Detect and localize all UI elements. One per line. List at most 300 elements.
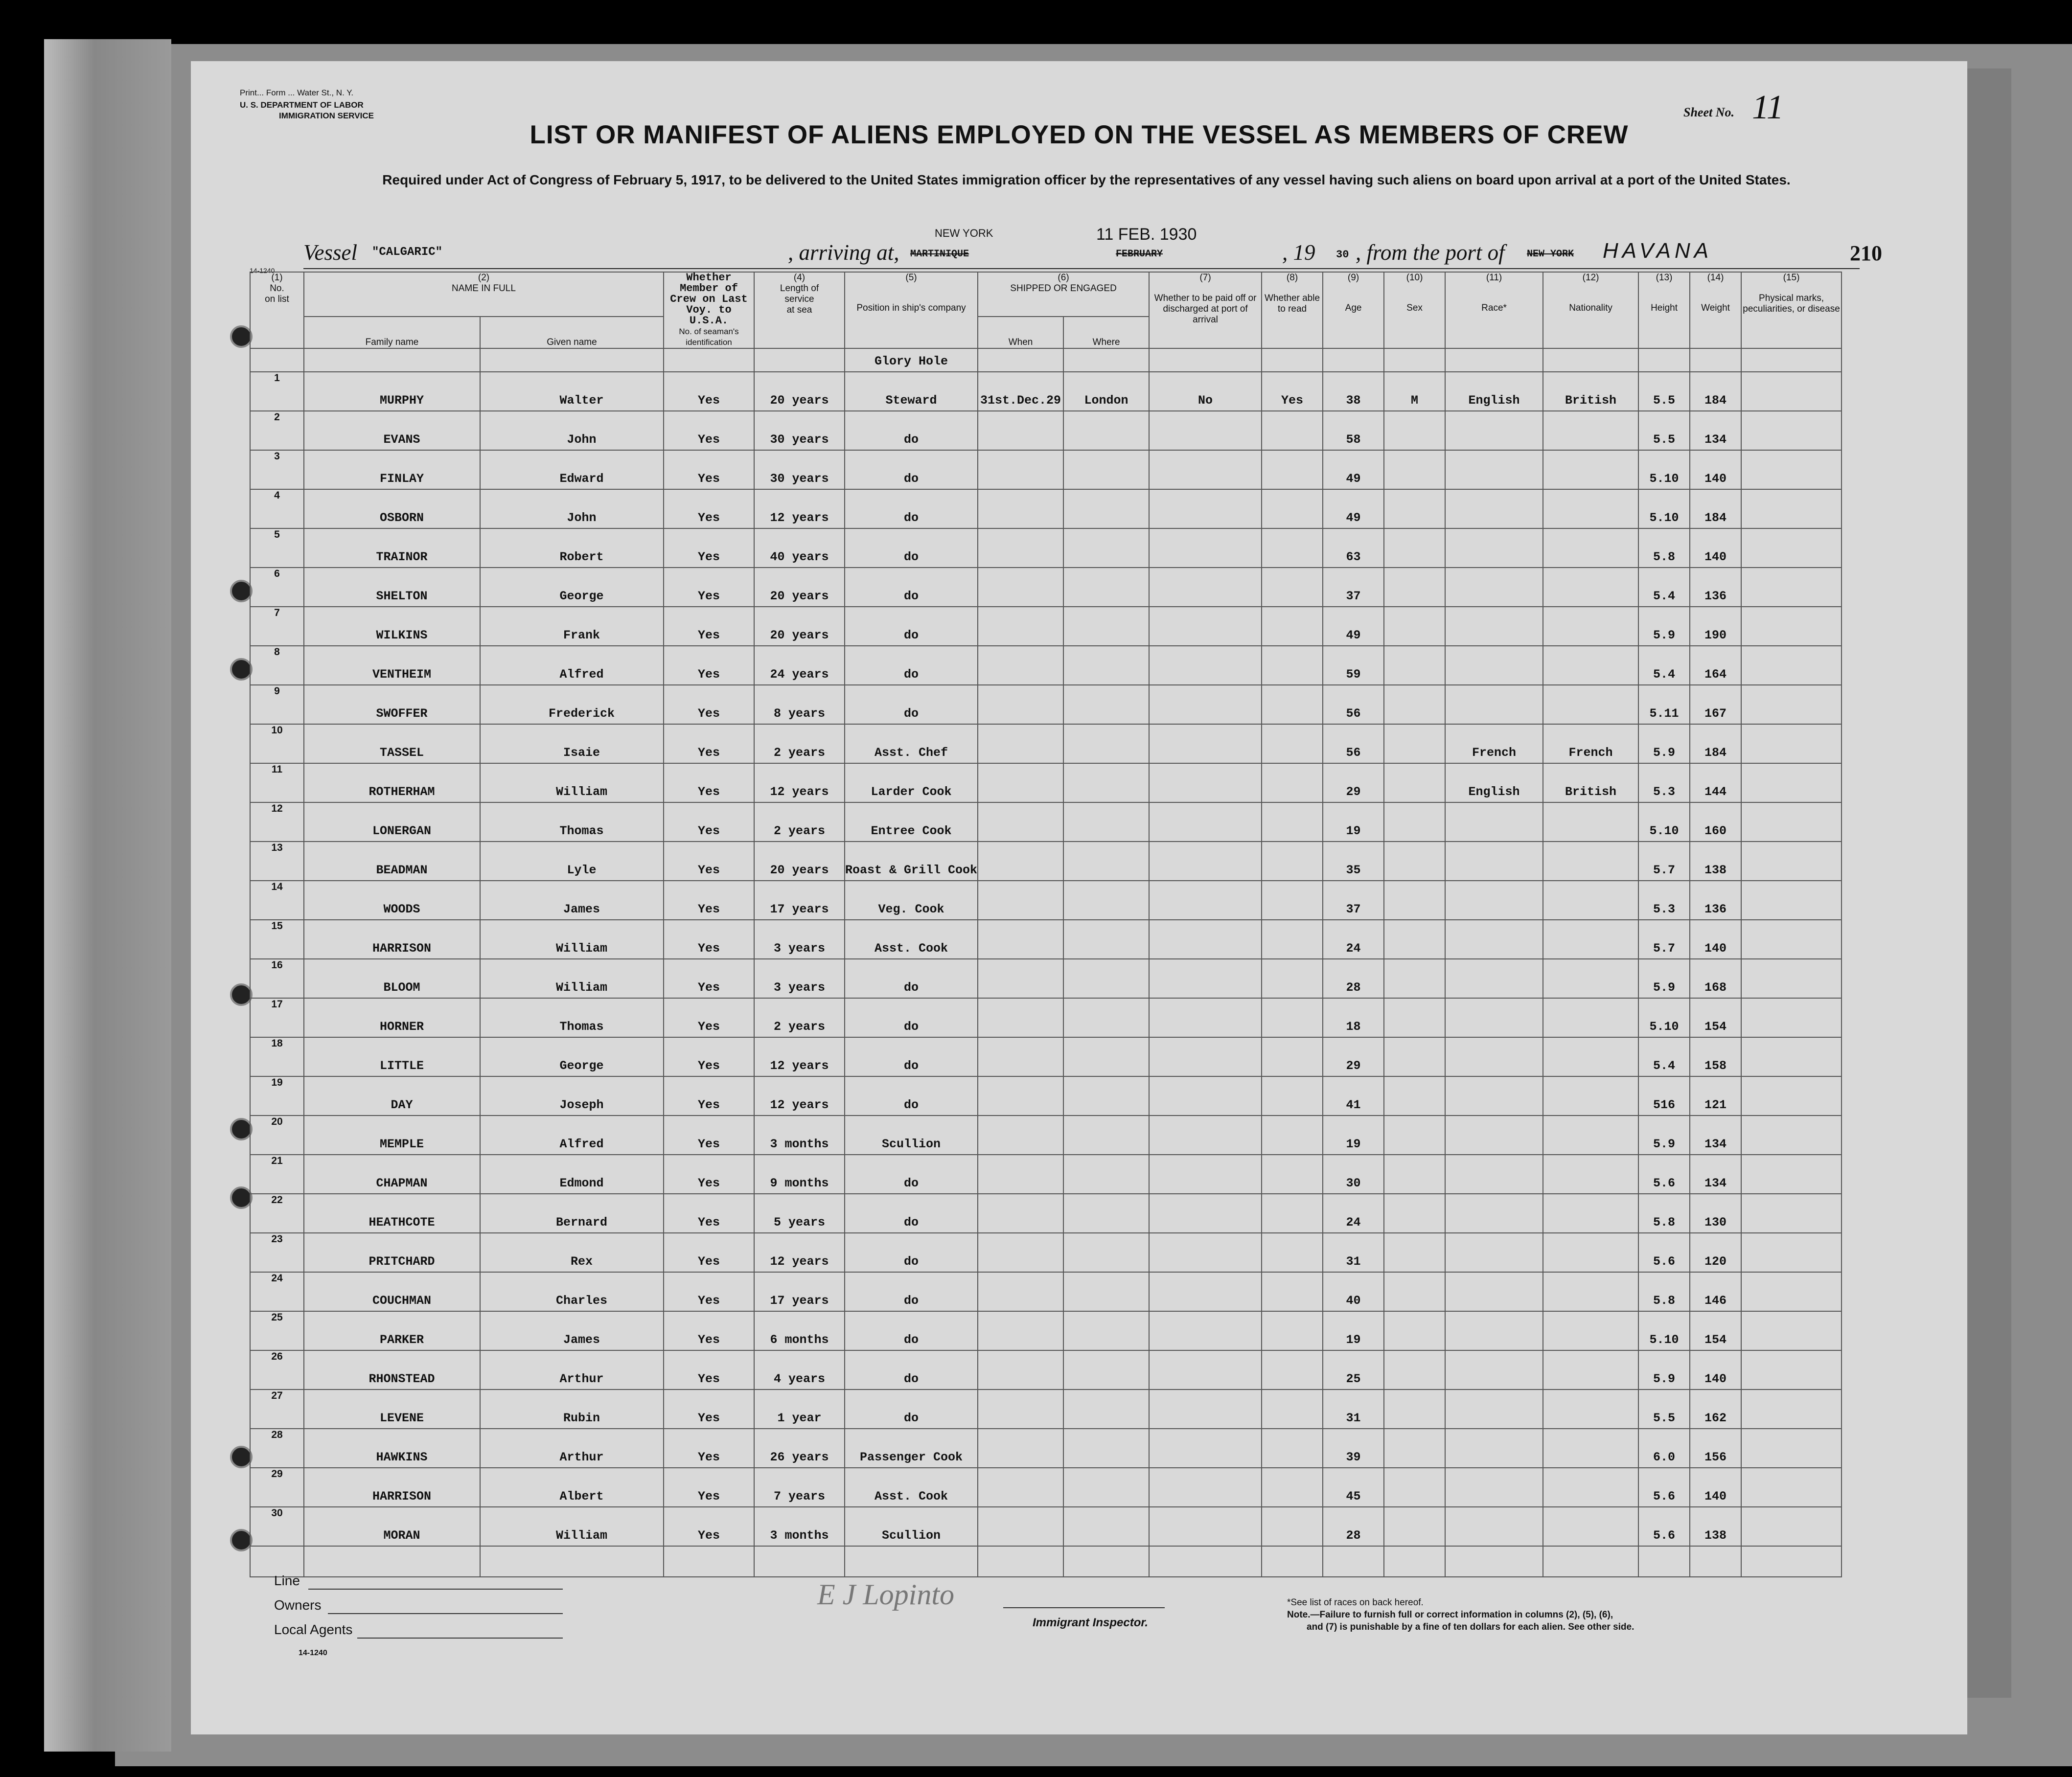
shipped-when	[978, 763, 1063, 802]
col-header-height: (13) Height	[1638, 272, 1690, 348]
age: 31	[1323, 1233, 1384, 1272]
weight: 138	[1690, 842, 1741, 881]
col-header-age: (9) Age	[1323, 272, 1384, 348]
weight: 154	[1690, 1311, 1741, 1350]
col-header-family-name: Family name	[304, 317, 480, 348]
shipped-where	[1063, 489, 1149, 528]
age: 28	[1323, 959, 1384, 998]
table-row	[250, 411, 1842, 450]
crew-last-voyage: Yes	[664, 1076, 754, 1116]
physical-marks	[1741, 646, 1842, 685]
table-row	[250, 1546, 1842, 1577]
table-row	[250, 763, 1842, 802]
paid-off	[1149, 1155, 1262, 1194]
height: 5.7	[1638, 920, 1690, 959]
family-name: COUCHMAN	[304, 1272, 480, 1311]
table-row	[250, 1155, 1842, 1194]
height: 5.9	[1638, 724, 1690, 763]
col-header-paid: (7) Whether to be paid off or discharged at port of arrival	[1149, 272, 1262, 348]
row-number: 17	[250, 998, 304, 1037]
physical-marks	[1741, 568, 1842, 607]
family-name: DAY	[304, 1076, 480, 1116]
able-to-read	[1262, 959, 1323, 998]
height: 5.10	[1638, 450, 1690, 489]
col-header-no: (1) No. on list	[250, 272, 304, 348]
shipped-when	[978, 1429, 1063, 1468]
table-row	[250, 685, 1842, 724]
owners-label: Owners	[274, 1597, 322, 1613]
weight: 144	[1690, 763, 1741, 802]
table-row	[250, 1507, 1842, 1546]
race	[1445, 1507, 1543, 1546]
row-number: 28	[250, 1429, 304, 1468]
nationality	[1543, 1116, 1638, 1155]
table-row	[250, 348, 1842, 372]
row-number: 21	[250, 1155, 304, 1194]
shipped-when	[978, 998, 1063, 1037]
age: 37	[1323, 568, 1384, 607]
given-name: Lyle	[480, 842, 664, 881]
vessel-line	[303, 225, 1918, 269]
row-number: 4	[250, 489, 304, 528]
crew-last-voyage: Yes	[664, 607, 754, 646]
sex	[1384, 1194, 1445, 1233]
table-row	[250, 1194, 1842, 1233]
able-to-read	[1262, 842, 1323, 881]
shipped-when	[978, 1390, 1063, 1429]
age: 18	[1323, 998, 1384, 1037]
age: 31	[1323, 1390, 1384, 1429]
physical-marks	[1741, 1194, 1842, 1233]
weight: 140	[1690, 1468, 1741, 1507]
page-number: 210	[1850, 241, 1882, 265]
race	[1445, 1155, 1543, 1194]
weight: 136	[1690, 568, 1741, 607]
crew-last-voyage: Yes	[664, 920, 754, 959]
position: do	[845, 1390, 978, 1429]
race	[1445, 1468, 1543, 1507]
footer-note-penalty-cont: and (7) is punishable by a fine of ten dollars for each alien. See other side.	[1307, 1622, 1635, 1632]
position: Larder Cook	[845, 763, 978, 802]
shipped-when	[978, 1311, 1063, 1350]
position: do	[845, 1350, 978, 1390]
able-to-read	[1262, 1076, 1323, 1116]
paid-off: No	[1149, 372, 1262, 411]
given-name: George	[480, 568, 664, 607]
crew-last-voyage: Yes	[664, 1272, 754, 1311]
able-to-read	[1262, 1155, 1323, 1194]
paid-off	[1149, 998, 1262, 1037]
shipped-where	[1063, 1116, 1149, 1155]
height: 5.7	[1638, 842, 1690, 881]
paid-off	[1149, 1390, 1262, 1429]
able-to-read	[1262, 1037, 1323, 1076]
col-header-physical: (15) Physical marks, peculiarities, or disease	[1741, 272, 1842, 348]
physical-marks	[1741, 1272, 1842, 1311]
race	[1445, 685, 1543, 724]
sex	[1384, 1311, 1445, 1350]
nationality	[1543, 842, 1638, 881]
given-name: Albert	[480, 1468, 664, 1507]
col-header-service: (4) Length of service at sea	[754, 272, 845, 348]
age: 49	[1323, 450, 1384, 489]
weight: 140	[1690, 450, 1741, 489]
length-of-service: 20 years	[754, 842, 845, 881]
position: do	[845, 1076, 978, 1116]
race	[1445, 1233, 1543, 1272]
able-to-read: Yes	[1262, 372, 1323, 411]
paid-off	[1149, 1233, 1262, 1272]
shipped-where	[1063, 842, 1149, 881]
nationality	[1543, 881, 1638, 920]
given-name: William	[480, 763, 664, 802]
family-name: HARRISON	[304, 1468, 480, 1507]
able-to-read	[1262, 881, 1323, 920]
owners-underline	[328, 1613, 563, 1614]
race: French	[1445, 724, 1543, 763]
given-name: Isaie	[480, 724, 664, 763]
age: 59	[1323, 646, 1384, 685]
shipped-when	[978, 842, 1063, 881]
family-name: HEATHCOTE	[304, 1194, 480, 1233]
race	[1445, 489, 1543, 528]
able-to-read	[1262, 411, 1323, 450]
race	[1445, 1311, 1543, 1350]
paid-off	[1149, 489, 1262, 528]
race	[1445, 998, 1543, 1037]
sex	[1384, 489, 1445, 528]
paid-off	[1149, 959, 1262, 998]
nationality	[1543, 959, 1638, 998]
department-name: U. S. DEPARTMENT OF LABOR	[240, 100, 364, 110]
footer-note-races: *See list of races on back hereof.	[1287, 1597, 1424, 1608]
race	[1445, 450, 1543, 489]
paid-off	[1149, 1272, 1262, 1311]
agents-label: Local Agents	[274, 1622, 353, 1637]
age: 40	[1323, 1272, 1384, 1311]
crew-last-voyage: Yes	[664, 372, 754, 411]
shipped-when	[978, 1350, 1063, 1390]
agents-underline	[357, 1638, 563, 1639]
position: Asst. Cook	[845, 1468, 978, 1507]
table-row	[250, 842, 1842, 881]
table-row	[250, 607, 1842, 646]
sheet-number: 11	[1752, 89, 1784, 126]
length-of-service: 8 years	[754, 685, 845, 724]
age: 45	[1323, 1468, 1384, 1507]
family-name: SWOFFER	[304, 685, 480, 724]
family-name: HARRISON	[304, 920, 480, 959]
shipped-where	[1063, 763, 1149, 802]
family-name: FINLAY	[304, 450, 480, 489]
weight: 168	[1690, 959, 1741, 998]
weight: 140	[1690, 920, 1741, 959]
manifest-page	[191, 61, 1967, 1734]
shipped-when	[978, 802, 1063, 842]
table-row	[250, 1116, 1842, 1155]
from-port: HAVANA	[1603, 239, 1713, 263]
given-name: Arthur	[480, 1350, 664, 1390]
able-to-read	[1262, 1468, 1323, 1507]
row-number: 23	[250, 1233, 304, 1272]
from-port-label: , from the port of	[1356, 240, 1505, 265]
table-row	[250, 450, 1842, 489]
arriving-port-struck: MARTINIQUE	[910, 249, 969, 260]
weight: 140	[1690, 528, 1741, 568]
race	[1445, 1116, 1543, 1155]
given-name: James	[480, 881, 664, 920]
paid-off	[1149, 646, 1262, 685]
shipped-when	[978, 528, 1063, 568]
able-to-read	[1262, 450, 1323, 489]
physical-marks	[1741, 411, 1842, 450]
position: Roast & Grill Cook	[845, 842, 978, 881]
crew-last-voyage: Yes	[664, 568, 754, 607]
weight: 158	[1690, 1037, 1741, 1076]
given-name: Thomas	[480, 998, 664, 1037]
shipped-where	[1063, 1155, 1149, 1194]
position: do	[845, 1037, 978, 1076]
given-name: Rex	[480, 1233, 664, 1272]
length-of-service: 20 years	[754, 372, 845, 411]
length-of-service: 3 years	[754, 920, 845, 959]
weight: 120	[1690, 1233, 1741, 1272]
family-name: BLOOM	[304, 959, 480, 998]
shipped-when	[978, 920, 1063, 959]
given-name: Arthur	[480, 1429, 664, 1468]
height: 5.6	[1638, 1468, 1690, 1507]
year-prefix: , 19	[1282, 240, 1315, 265]
shipped-when	[978, 1116, 1063, 1155]
table-row	[250, 372, 1842, 411]
race: English	[1445, 763, 1543, 802]
shipped-when	[978, 881, 1063, 920]
shipped-where	[1063, 1390, 1149, 1429]
height: 5.5	[1638, 411, 1690, 450]
paid-off	[1149, 1194, 1262, 1233]
crew-last-voyage: Yes	[664, 1507, 754, 1546]
paid-off	[1149, 450, 1262, 489]
crew-last-voyage: Yes	[664, 450, 754, 489]
row-number: 16	[250, 959, 304, 998]
table-row	[250, 802, 1842, 842]
race: English	[1445, 372, 1543, 411]
position: do	[845, 1194, 978, 1233]
paid-off	[1149, 685, 1262, 724]
length-of-service: 17 years	[754, 1272, 845, 1311]
able-to-read	[1262, 1116, 1323, 1155]
shipped-when	[978, 1194, 1063, 1233]
position: do	[845, 1233, 978, 1272]
vessel-label: Vessel	[303, 240, 357, 265]
age: 49	[1323, 607, 1384, 646]
crew-last-voyage: Yes	[664, 998, 754, 1037]
table-row	[250, 1468, 1842, 1507]
length-of-service: 20 years	[754, 607, 845, 646]
able-to-read	[1262, 920, 1323, 959]
shipped-when	[978, 1468, 1063, 1507]
row-number: 11	[250, 763, 304, 802]
race	[1445, 1076, 1543, 1116]
shipped-where	[1063, 646, 1149, 685]
physical-marks	[1741, 1233, 1842, 1272]
form-number: 14-1240	[250, 267, 275, 274]
nationality	[1543, 1233, 1638, 1272]
date-stamp: 11 FEB. 1930	[1096, 225, 1197, 244]
paid-off	[1149, 568, 1262, 607]
shipped-when	[978, 685, 1063, 724]
nationality	[1543, 1507, 1638, 1546]
row-number: 13	[250, 842, 304, 881]
nationality	[1543, 528, 1638, 568]
arriving-label: , arriving at,	[788, 240, 899, 265]
position: do	[845, 998, 978, 1037]
race	[1445, 1037, 1543, 1076]
physical-marks	[1741, 1037, 1842, 1076]
weight: 134	[1690, 411, 1741, 450]
crew-table	[250, 272, 1842, 1577]
given-name: John	[480, 489, 664, 528]
length-of-service: 5 years	[754, 1194, 845, 1233]
shipped-where	[1063, 1233, 1149, 1272]
race	[1445, 881, 1543, 920]
physical-marks	[1741, 1429, 1842, 1468]
length-of-service: 6 months	[754, 1311, 845, 1350]
sex	[1384, 1116, 1445, 1155]
age: 56	[1323, 724, 1384, 763]
family-name: CHAPMAN	[304, 1155, 480, 1194]
col-header-position: (5) Position in ship's company	[845, 272, 978, 348]
age: 29	[1323, 1037, 1384, 1076]
physical-marks	[1741, 1311, 1842, 1350]
row-number: 20	[250, 1116, 304, 1155]
sex	[1384, 1037, 1445, 1076]
length-of-service: 17 years	[754, 881, 845, 920]
nationality	[1543, 1468, 1638, 1507]
crew-last-voyage: Yes	[664, 842, 754, 881]
age: 49	[1323, 489, 1384, 528]
given-name: Alfred	[480, 646, 664, 685]
col-header-name: (2) NAME IN FULL	[304, 272, 664, 317]
length-of-service: 12 years	[754, 1076, 845, 1116]
table-row	[250, 568, 1842, 607]
table-row	[250, 724, 1842, 763]
height: 5.9	[1638, 607, 1690, 646]
family-name: VENTHEIM	[304, 646, 480, 685]
position: Scullion	[845, 1507, 978, 1546]
footer-form-number: 14-1240	[299, 1649, 327, 1657]
physical-marks	[1741, 1468, 1842, 1507]
shipped-where	[1063, 1507, 1149, 1546]
shipped-where: London	[1063, 372, 1149, 411]
physical-marks	[1741, 450, 1842, 489]
crew-last-voyage: Yes	[664, 724, 754, 763]
physical-marks	[1741, 959, 1842, 998]
height: 5.8	[1638, 528, 1690, 568]
given-name: Frank	[480, 607, 664, 646]
sex	[1384, 1272, 1445, 1311]
weight: 140	[1690, 1350, 1741, 1390]
shipped-where	[1063, 607, 1149, 646]
sex	[1384, 920, 1445, 959]
given-name: William	[480, 959, 664, 998]
height: 5.10	[1638, 802, 1690, 842]
given-name: Edward	[480, 450, 664, 489]
shipped-where	[1063, 685, 1149, 724]
physical-marks	[1741, 1507, 1842, 1546]
race	[1445, 842, 1543, 881]
position: Scullion	[845, 1116, 978, 1155]
row-number: 14	[250, 881, 304, 920]
shipped-when	[978, 607, 1063, 646]
weight: 134	[1690, 1116, 1741, 1155]
weight: 138	[1690, 1507, 1741, 1546]
paid-off	[1149, 1507, 1262, 1546]
height: 5.9	[1638, 959, 1690, 998]
shipped-when	[978, 489, 1063, 528]
length-of-service: 3 months	[754, 1507, 845, 1546]
position: do	[845, 489, 978, 528]
age: 63	[1323, 528, 1384, 568]
nationality	[1543, 646, 1638, 685]
paid-off	[1149, 1076, 1262, 1116]
weight: 190	[1690, 607, 1741, 646]
able-to-read	[1262, 1233, 1323, 1272]
crew-last-voyage: Yes	[664, 1155, 754, 1194]
age: 28	[1323, 1507, 1384, 1546]
weight: 164	[1690, 646, 1741, 685]
sex	[1384, 1350, 1445, 1390]
able-to-read	[1262, 685, 1323, 724]
row-number: 30	[250, 1507, 304, 1546]
sex	[1384, 685, 1445, 724]
sex	[1384, 1076, 1445, 1116]
physical-marks	[1741, 802, 1842, 842]
paid-off	[1149, 607, 1262, 646]
physical-marks	[1741, 489, 1842, 528]
paid-off	[1149, 881, 1262, 920]
position: do	[845, 1272, 978, 1311]
family-name: LITTLE	[304, 1037, 480, 1076]
col-header-nationality: (12) Nationality	[1543, 272, 1638, 348]
col-header-weight: (14) Weight	[1690, 272, 1741, 348]
family-name: RHONSTEAD	[304, 1350, 480, 1390]
height: 516	[1638, 1076, 1690, 1116]
from-port-struck: NEW YORK	[1527, 249, 1574, 260]
physical-marks	[1741, 1155, 1842, 1194]
nationality	[1543, 1429, 1638, 1468]
line-label: Line	[274, 1573, 300, 1588]
race	[1445, 920, 1543, 959]
height: 5.8	[1638, 1194, 1690, 1233]
weight: 130	[1690, 1194, 1741, 1233]
shipped-where	[1063, 802, 1149, 842]
length-of-service: 2 years	[754, 802, 845, 842]
shipped-when	[978, 724, 1063, 763]
shipped-where	[1063, 959, 1149, 998]
physical-marks	[1741, 920, 1842, 959]
page-subtitle: Required under Act of Congress of February 5, 1917, to be delivered to the United States immigration officer by the representatives of any vessel having such aliens on board upon arrival at a port of the United States.	[382, 172, 1791, 187]
race	[1445, 802, 1543, 842]
nationality	[1543, 1194, 1638, 1233]
nationality: French	[1543, 724, 1638, 763]
binder-edge	[44, 39, 171, 1752]
race	[1445, 1272, 1543, 1311]
inspector-label: Immigrant Inspector.	[1033, 1616, 1149, 1629]
shipped-where	[1063, 568, 1149, 607]
physical-marks	[1741, 1350, 1842, 1390]
physical-marks	[1741, 372, 1842, 411]
